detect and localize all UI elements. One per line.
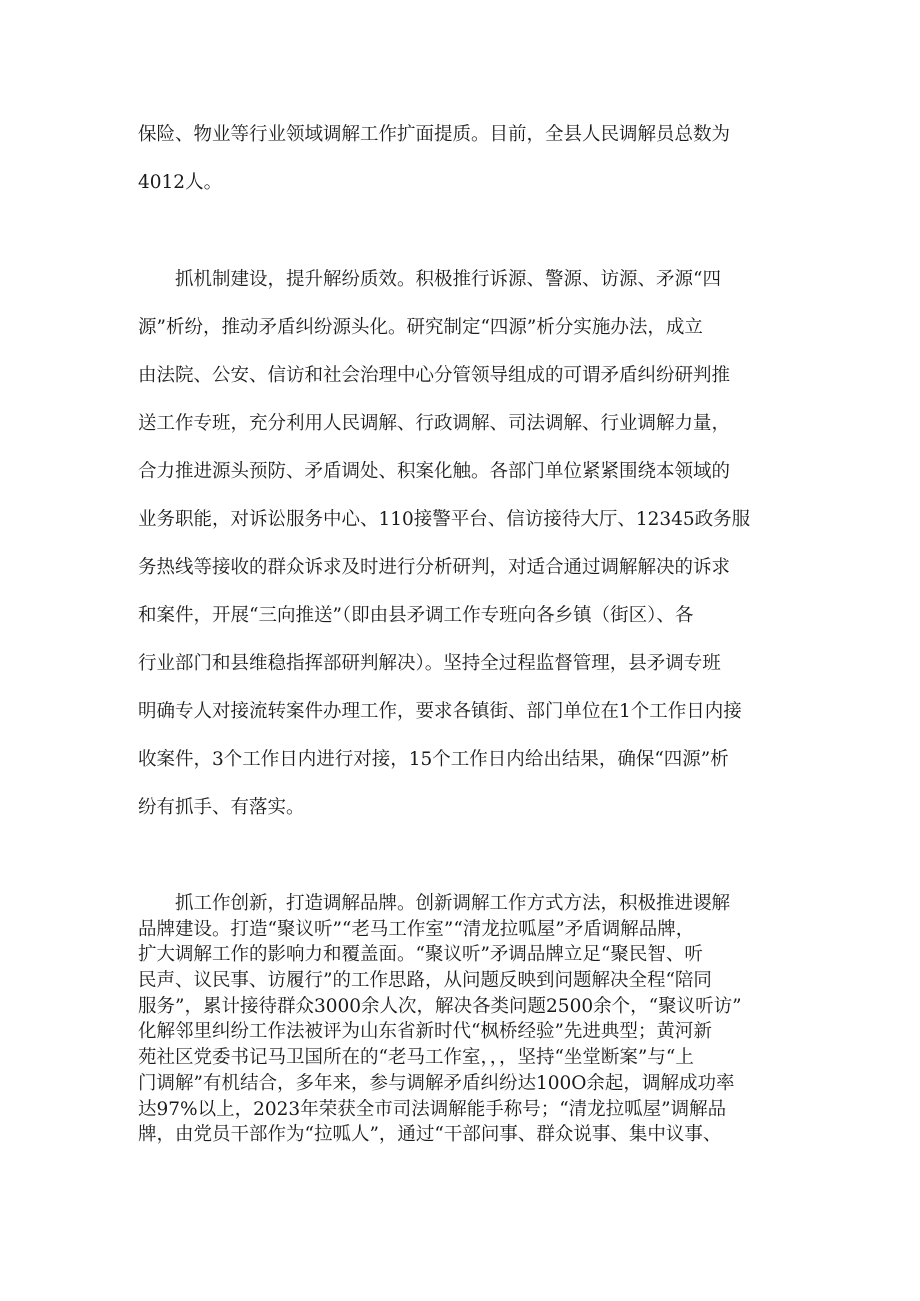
text-line: 保险、物业等行业领域调解工作扩面提质。目前，全县人民调解员总数为 — [138, 124, 731, 145]
text-line: 务热线等接收的群众诉求及时进行分析研判，对适合通过调解解决的诉求 — [138, 557, 731, 578]
text-line: 抓机制建设，提升解纷质效。积极推行诉源、警源、访源、矛源“四 — [138, 269, 721, 290]
text-line: 明确专人对接流转案件办理工作，要求各镇街、部门单位在1个工作日内接 — [138, 701, 742, 722]
paragraph-work-innovation — [138, 891, 786, 1148]
text-line: 门调解”有机结合，多年来，参与调解矛盾纠纷达100O余起，调解成功率 — [138, 1072, 735, 1094]
paragraph-mediator-total — [138, 111, 786, 207]
text-line: 服务”，累计接待群众3000余人次，解决各类问题2500余个，“聚议听访” — [138, 995, 742, 1017]
text-line: 达97%以上，2023年荣获全市司法调解能手称号；“清龙拉呱屋”调解品 — [138, 1098, 727, 1120]
text-line: 扩大调解工作的影响力和覆盖面。“聚议听”矛调品牌立足“聚民智、听 — [138, 944, 703, 966]
text-line: 品牌建设。打造“聚议听”“老马工作室”“清龙拉呱屋”矛盾调解品牌， — [138, 918, 695, 940]
text-line: 行业部门和县维稳指挥部研判解决）。坚持全过程监督管理，县矛调专班 — [138, 653, 721, 674]
text-line: 民声、议民事、访履行”的工作思路，从问题反映到问题解决全程“陪同 — [138, 970, 712, 992]
text-line: 合力推进源头预防、矛盾调处、积案化触。各部门单位紧紧围绕本领域的 — [138, 461, 731, 482]
text-line: 苑社区党委书记马卫国所在的“老马工作室，，，坚持“坐堂断案”与“上 — [138, 1047, 694, 1069]
text-line: 送工作专班，充分利用人民调解、行政调解、司法调解、行业调解力量， — [138, 413, 731, 434]
text-line: 化解邻里纠纷工作法被评为山东省新时代“枫桥经验”先进典型；黄河新 — [138, 1021, 712, 1043]
text-line: 纷有抓手、有落实。 — [138, 797, 305, 818]
paragraph-mechanism-building — [138, 256, 786, 832]
text-line: 和案件，开展“三向推送”（即由县矛调工作专班向各乡镇（街区）、各 — [138, 605, 694, 626]
text-line: 抓工作创新，打造调解品牌。创新调解工作方式方法，积极推进谡解 — [138, 893, 731, 914]
text-line: 由法院、公安、信访和社会治理中心分管领导组成的可谓矛盾纠纷研判推 — [138, 365, 731, 386]
text-line: 牌，由党员干部作为“拉呱人”，通过“干部问事、群众说事、集中议事、 — [138, 1124, 722, 1146]
text-line: 4012人。 — [138, 172, 223, 193]
text-line: 收案件，3个工作日内进行对接，15个工作日内给出结果，确保“四源”析 — [138, 749, 729, 770]
text-line: 业务职能，对诉讼服务中心、110接警平台、信访接待大厅、12345政务服 — [138, 509, 751, 530]
text-line: 源”析纷，推动矛盾纠纷源头化。研究制定“四源”析分实施办法，成立 — [138, 317, 703, 338]
